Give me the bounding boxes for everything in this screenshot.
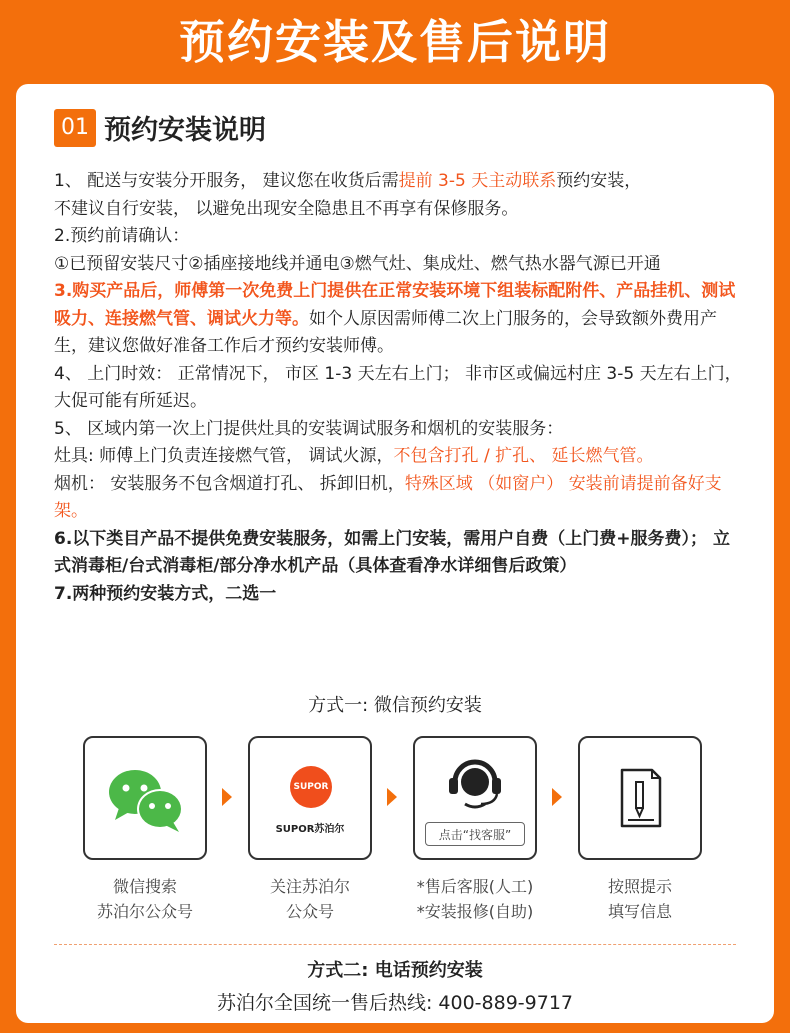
step-caption-4: 按照提示 填写信息 — [607, 877, 672, 921]
customer-service-icon — [415, 738, 535, 818]
supor-logo-icon: SUPOR — [290, 766, 332, 808]
step-follow-supor — [248, 736, 372, 860]
hotline-text: 苏泊尔全国统一售后热线: 400-889-9717 — [216, 992, 574, 1014]
paragraph-2-items: ①已预留安装尺寸②插座接地线并通电③燃气灶、集成灶、燃气热水器气源已开通 — [54, 253, 661, 274]
arrow-right-icon — [552, 788, 562, 806]
page-title: 预约安装及售后说明 — [179, 15, 611, 69]
step-customer-service — [413, 736, 537, 860]
find-service-button: 点击“找客服” — [425, 822, 525, 846]
step-caption-2: 关注苏泊尔 公众号 — [269, 877, 350, 921]
paragraph-3: 3.购买产品后，师傅第一次免费上门提供在正常安装环境下组装标配附件、产品挂机、测试吸力、连接燃气管、调试火力等。如个人原因需师傅二次上门服务的，会导致额外费用产生，建议您做好准备工作后才预约安装师傅。 — [54, 281, 736, 356]
step-wechat-search — [83, 736, 207, 860]
arrow-right-icon — [222, 788, 232, 806]
step-caption-1: 微信搜索 苏泊尔公众号 — [96, 877, 193, 921]
highlight-contact: 提前 3-5 天主动联系 — [398, 171, 557, 191]
document-pen-icon — [580, 738, 700, 858]
paragraph-4: 4、 上门时效： 正常情况下， 市区 1-3 天左右上门； 非市区或偏远村庄 3-5 天左右上门， 大促可能有所延迟。 — [54, 363, 742, 411]
wechat-icon — [85, 738, 205, 858]
instructions-body — [54, 168, 744, 608]
paragraph-6: 6.以下类目产品不提供免费安装服务，如需上门安装，需用户自费（上门费+服务费）； 立式消毒柜/台式消毒柜/部分净水机产品（具体查看净水详细售后政策） — [54, 528, 730, 576]
arrow-right-icon — [387, 788, 397, 806]
paragraph-5-hood: 烟机： 安装服务不包含烟道打孔、 拆卸旧机，特殊区域 （如窗户） 安装前请提前备好支架。 — [54, 473, 722, 521]
method-one-title: 方式一: 微信预约安装 — [308, 695, 482, 716]
content-card — [16, 84, 774, 1023]
paragraph-5: 5、 区域内第一次上门提供灶具的安装调试服务和烟机的安装服务： — [54, 418, 564, 439]
step-fill-info — [578, 736, 702, 860]
paragraph-2: 2.预约前请确认： — [54, 226, 190, 246]
step-caption-3: *售后客服(人工) *安装报修(自助) — [416, 877, 534, 921]
divider — [54, 944, 736, 945]
header-banner — [0, 0, 790, 78]
highlight-free-install: 购买产品后，师傅第一次免费上门提供在正常安装环境下组装标配附件、产品挂机、测试吸力、连接燃气管、调试火力等。 — [54, 281, 736, 329]
supor-brand-text: SUPOR苏泊尔 — [275, 824, 345, 835]
highlight-hood-bracket: 特殊区域 （如窗户） 安装前请提前备好支架。 — [54, 473, 722, 521]
paragraph-7: 7.两种预约安装方式，二选一 — [54, 583, 277, 604]
section-number-badge: 01 — [54, 109, 96, 147]
paragraph-5-stove: 灶具: 师傅上门负责连接燃气管， 调试火源，不包含打孔 / 扩孔、 延长燃气管。 — [54, 446, 654, 466]
section-header — [54, 108, 266, 147]
method-two-title: 方式二: 电话预约安装 — [307, 960, 483, 981]
section-title: 预约安装说明 — [104, 115, 266, 146]
highlight-stove-excluded: 不包含打孔 / 扩孔、 延长燃气管。 — [393, 446, 654, 466]
paragraph-1: 1、 配送与安装分开服务， 建议您在收货后需提前 3-5 天主动联系预约安装， 不建议自行安装， 以避免出现安全隐患且不再享有保修服务。 — [54, 171, 642, 219]
